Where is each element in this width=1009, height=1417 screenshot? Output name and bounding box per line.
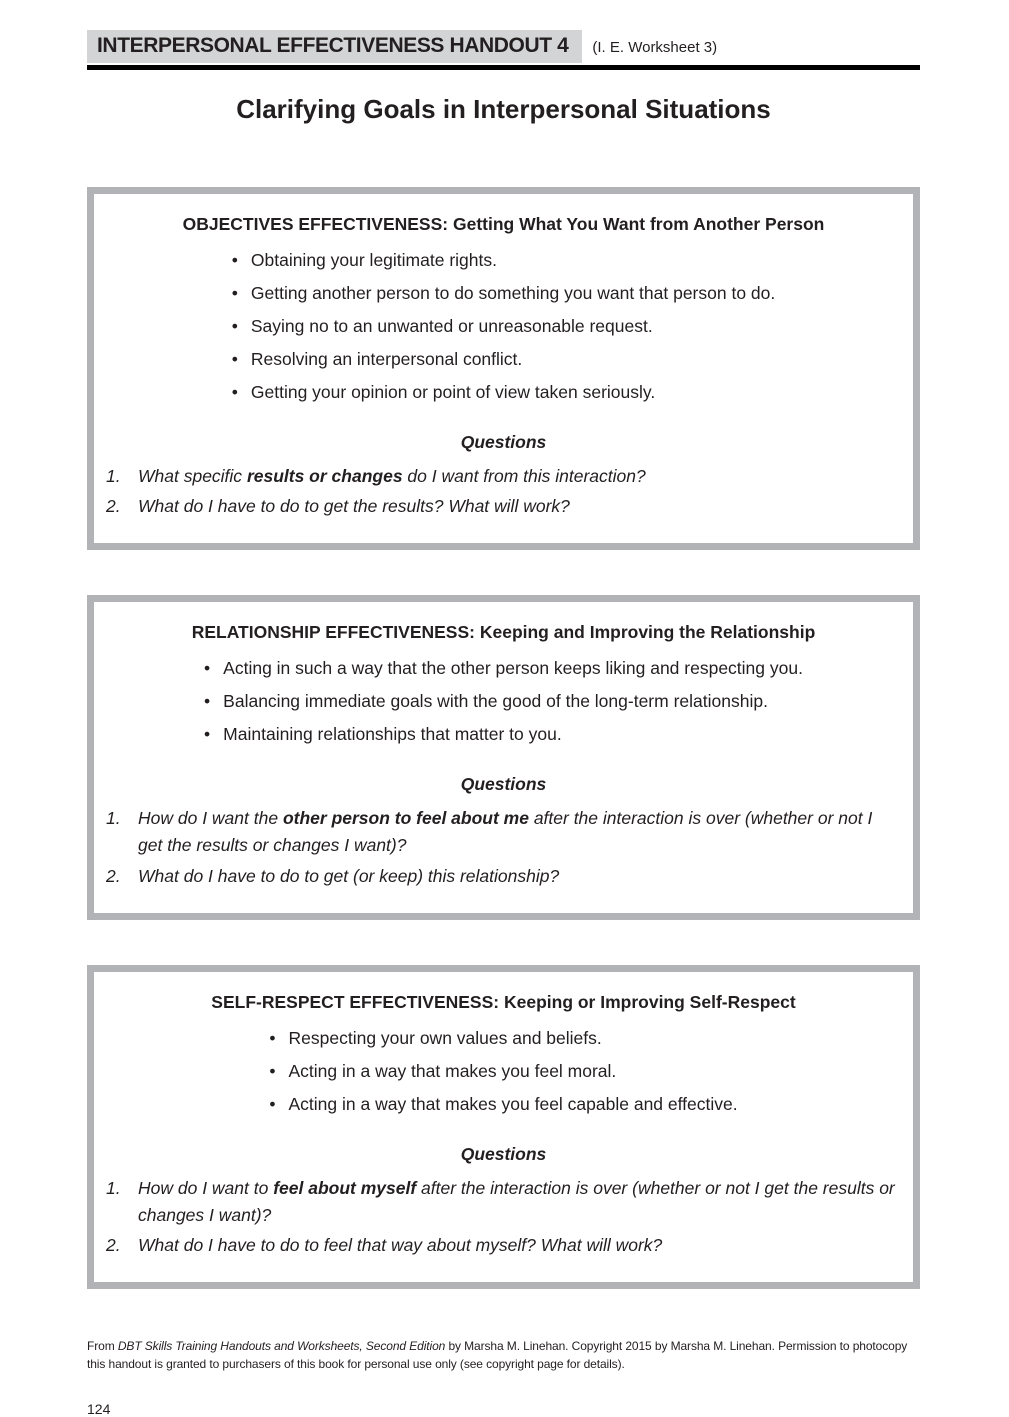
bullet-icon: • <box>231 250 238 270</box>
handout-title-row <box>87 30 920 63</box>
bullet-text: Balancing immediate goals with the good of the long-term relationship. <box>223 691 768 712</box>
header-rule <box>87 65 920 70</box>
question-number: 1. <box>106 466 121 486</box>
question-item <box>106 463 901 490</box>
bullet-text: Getting another person to do something you want that person to do. <box>250 283 776 303</box>
bullet-text: Acting in a way that makes you feel capable and effective. <box>288 1093 738 1114</box>
effectiveness-section <box>87 595 920 919</box>
bullet-block <box>106 645 901 757</box>
question-fragment: after the interaction is over (whether or not I get the results or changes I want)? <box>138 808 873 856</box>
bullet-icon: • <box>269 1027 276 1048</box>
questions-label: Questions <box>460 774 547 795</box>
bullet-list <box>269 1015 737 1127</box>
sections <box>87 187 920 1289</box>
bullet-item <box>204 724 803 744</box>
section-heading: OBJECTIVES EFFECTIVENESS: Getting What You Want from Another Person <box>182 214 825 234</box>
bullet-text: Obtaining your legitimate rights. <box>250 250 497 270</box>
question-emphasis: feel about myself <box>273 1177 417 1198</box>
bullet-text: Acting in a way that makes you feel moral. <box>288 1060 617 1081</box>
question-fragment: What do I have to do to feel that way about myself? What will work? <box>138 1234 663 1255</box>
bullet-text: Saying no to an unwanted or unreasonable request. <box>250 316 653 336</box>
book-title: DBT Skills Training Handouts and Worksheets, Second Edition <box>117 1339 446 1353</box>
bullet-icon: • <box>204 691 211 712</box>
effectiveness-section <box>87 187 920 550</box>
question-item <box>106 805 901 859</box>
bullet-item <box>232 316 776 336</box>
question-text <box>138 1232 662 1259</box>
bullet-block <box>106 1015 901 1127</box>
effectiveness-section <box>87 965 920 1289</box>
question-item <box>106 863 901 890</box>
question-number: 2. <box>106 1234 121 1255</box>
question-list <box>106 463 901 520</box>
page-header <box>87 30 920 125</box>
bullet-text: Maintaining relationships that matter to you. <box>223 724 562 745</box>
page-number: 124 <box>87 1401 111 1417</box>
bullet-item <box>232 250 776 270</box>
question-emphasis: results or changes <box>246 466 403 486</box>
bullet-block <box>106 237 901 415</box>
copyright-text <box>87 1337 920 1373</box>
bullet-item <box>269 1061 737 1081</box>
bullet-item <box>232 382 776 402</box>
question-item <box>106 493 901 520</box>
question-text <box>138 463 646 490</box>
question-fragment: What do I have to do to get (or keep) this relationship? <box>138 865 560 886</box>
section-heading: RELATIONSHIP EFFECTIVENESS: Keeping and Improving the Relationship <box>191 622 816 643</box>
question-fragment: after the interaction is over (whether or not I get the results or changes I want)? <box>138 1177 895 1225</box>
bullet-text: Getting your opinion or point of view taken seriously. <box>250 382 656 402</box>
question-number: 2. <box>106 496 121 517</box>
bullet-icon: • <box>231 349 238 369</box>
copyright-rest: by Marsha M. Linehan. Copyright 2015 by Marsha M. Linehan. Permission to photocopy this handout is granted to purchasers of this book for personal use only (see copyright page for details). <box>87 1339 908 1371</box>
bullet-item <box>232 349 776 369</box>
question-text <box>138 863 559 890</box>
question-text <box>138 493 570 520</box>
bullet-icon: • <box>231 283 238 303</box>
question-number: 1. <box>106 808 121 829</box>
questions-label: Questions <box>460 1143 547 1164</box>
question-item <box>106 1232 901 1259</box>
question-fragment: do I want from this interaction? <box>402 466 646 486</box>
bullet-text: Resolving an interpersonal conflict. <box>250 349 523 369</box>
question-list <box>106 1175 901 1259</box>
question-fragment: How do I want to <box>138 1177 274 1198</box>
section-heading: SELF-RESPECT EFFECTIVENESS: Keeping or Improving Self-Respect <box>211 991 796 1012</box>
question-number: 1. <box>106 1177 121 1198</box>
question-fragment: What specific <box>138 466 247 486</box>
page-footer <box>87 1337 920 1417</box>
bullet-item <box>232 283 776 303</box>
bullet-icon: • <box>204 658 211 679</box>
questions-label: Questions <box>460 432 547 452</box>
question-item <box>106 1175 901 1229</box>
bullet-icon: • <box>231 316 238 336</box>
bullet-icon: • <box>204 724 211 745</box>
question-fragment: How do I want the <box>138 808 283 829</box>
bullet-text: Respecting your own values and beliefs. <box>288 1027 602 1048</box>
bullet-icon: • <box>269 1093 276 1114</box>
question-text <box>138 1175 901 1229</box>
bullet-text: Acting in such a way that the other person keeps liking and respecting you. <box>223 658 803 679</box>
question-number: 2. <box>106 865 121 886</box>
bullet-icon: • <box>269 1060 276 1081</box>
worksheet-reference: (I. E. Worksheet 3) <box>592 39 718 56</box>
bullet-item <box>269 1028 737 1048</box>
bullet-list <box>232 237 776 415</box>
copyright-prefix: From <box>87 1339 118 1353</box>
page-title: Clarifying Goals in Interpersonal Situations <box>236 94 771 124</box>
question-text <box>138 805 901 859</box>
question-list <box>106 805 901 889</box>
bullet-item <box>204 691 803 711</box>
bullet-icon: • <box>231 382 238 402</box>
bullet-list <box>204 645 803 757</box>
question-fragment: What do I have to do to get the results? What will work? <box>138 496 570 517</box>
bullet-item <box>204 658 803 678</box>
bullet-item <box>269 1094 737 1114</box>
question-emphasis: other person to feel about me <box>282 808 529 829</box>
handout-label: INTERPERSONAL EFFECTIVENESS HANDOUT 4 <box>87 30 582 63</box>
